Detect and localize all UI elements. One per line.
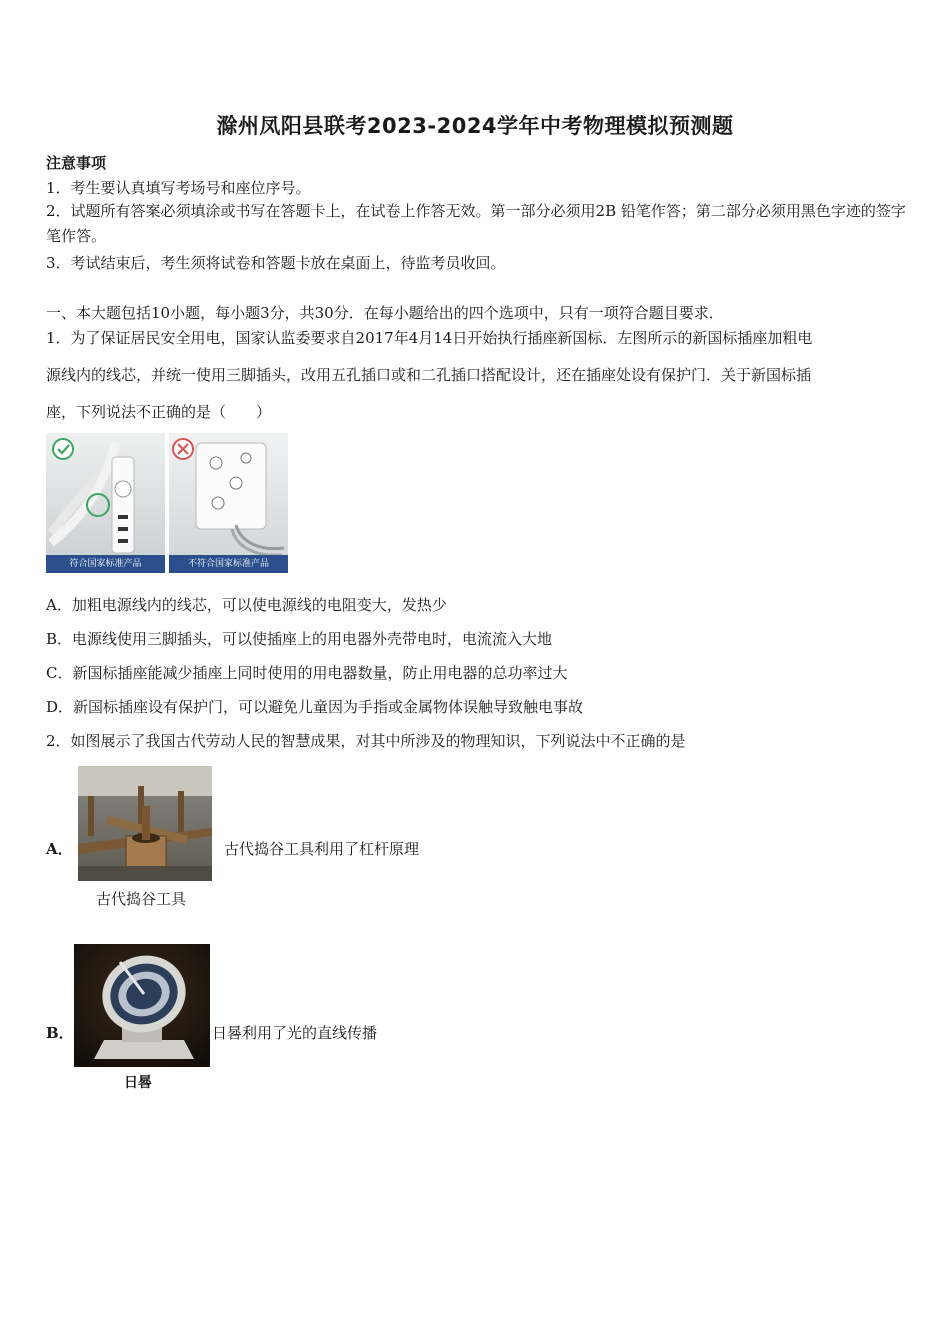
q2-option-a-letter: A． xyxy=(46,840,73,858)
q2-option-b-letter: B． xyxy=(46,1024,74,1042)
q1-socket-svg xyxy=(46,433,288,573)
q1-option-b: B．电源线使用三脚插头，可以使插座上的用电器外壳带电时，电流流入大地 xyxy=(46,630,553,648)
section-heading: 一、本大题包括10小题，每小题3分，共30分．在每小题给出的四个选项中，只有一项符合题目要求． xyxy=(46,304,724,322)
q2-option-b-text: 日晷利用了光的直线传播 xyxy=(212,1024,378,1042)
q2-sundial-image xyxy=(74,944,210,1067)
notice-heading: 注意事项 xyxy=(46,154,107,172)
q1-stem-line-2: 源线内的线芯，并统一使用三脚插头，改用五孔插口或和二孔插口搭配设计，还在插座处设有保护门．关于新国标插 xyxy=(46,366,812,384)
notice-item-1: 1．考生要认真填写考场号和座位序号。 xyxy=(46,179,311,197)
q1-option-d: D．新国标插座设有保护门，可以避免儿童因为手指或金属物体误触导致触电事故 xyxy=(46,698,584,716)
q2-option-b-caption: 日晷 xyxy=(124,1075,152,1091)
q2-pestle-image xyxy=(78,766,212,881)
page-title: 滁州凤阳县联考2023-2024学年中考物理模拟预测题 xyxy=(216,114,734,138)
q1-socket-image xyxy=(46,433,288,573)
q1-option-c: C．新国标插座能减少插座上同时使用的用电器数量，防止用电器的总功率过大 xyxy=(46,664,568,682)
q1-option-a: A．加粗电源线内的线芯，可以使电源线的电阻变大，发热少 xyxy=(46,596,447,614)
q1-stem-line-3: 座，下列说法不正确的是（ ） xyxy=(46,403,272,421)
q1-stem-line-1: 1．为了保证居民安全用电，国家认监委要求自2017年4月14日开始执行插座新国标．左图所示的新国标插座加粗电 xyxy=(46,329,813,347)
q2-option-a-text: 古代捣谷工具利用了杠杆原理 xyxy=(224,840,420,858)
notice-item-3: 3．考试结束后，考生须将试卷和答题卡放在桌面上，待监考员收回。 xyxy=(46,254,506,272)
q2-stem: 2．如图展示了我国古代劳动人民的智慧成果，对其中所涉及的物理知识，下列说法中不正确的是 xyxy=(46,732,686,750)
check-icon xyxy=(53,439,73,459)
notice-item-2: 2．试题所有答案必须填涂或书写在答题卡上，在试卷上作答无效。第一部分必须用2B 铅笔作答；第二部分必须用黑色字迹的签字笔作答。 xyxy=(46,202,906,245)
q1-image-label-left: 符合国家标准产品 xyxy=(69,559,142,569)
q1-image-label-right: 不符合国家标准产品 xyxy=(187,559,269,569)
q2-option-a-caption: 古代捣谷工具 xyxy=(96,890,187,908)
